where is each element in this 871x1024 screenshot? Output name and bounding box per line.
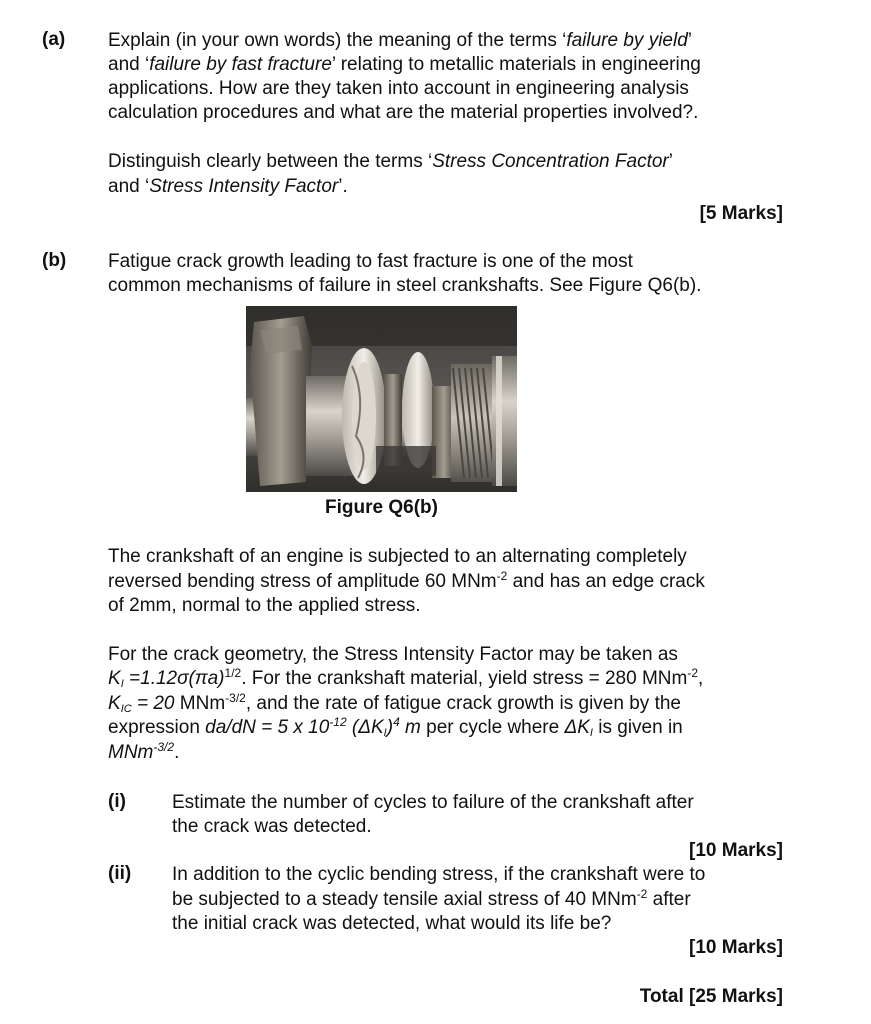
sub-i-line-2: the crack was detected.: [172, 816, 372, 837]
part-a-line-2: and ‘failure by fast fracture’ relating to metallic materials in engineering: [108, 54, 701, 75]
part-a-marks: [5 Marks]: [699, 203, 783, 224]
part-b-p1-line-2: reversed bending stress of amplitude 60 MNm$^{-2}$ and has an edge crack: [108, 569, 705, 592]
crankshaft-illustration: [246, 306, 517, 492]
figure-caption: Figure Q6(b): [325, 497, 438, 518]
part-b-p2-line-1: For the crack geometry, the Stress Intensity Factor may be taken as: [108, 644, 678, 665]
sub-i-line-1: Estimate the number of cycles to failure of the crankshaft after: [172, 792, 694, 813]
part-b-p2-line-4: expression da/dN = 5 x $10^{-12}$ $(\Delta K_I)^4$ m per cycle where $\Delta K_I$ is given in: [108, 715, 683, 739]
part-b-p2-line-3: $K_{IC} = 20$ MNm$^{-3/2}$, and the rate of fatigue crack growth is given by the: [108, 691, 681, 715]
total-marks: Total [25 Marks]: [639, 986, 783, 1007]
sub-ii-line-2: be subjected to a steady tensile axial stress of 40 MNm$^{-2}$ after: [172, 887, 691, 910]
part-a-label: (a): [42, 29, 66, 50]
sub-i-marks: [10 Marks]: [689, 840, 783, 861]
part-a-line-5: Distinguish clearly between the terms ‘Stress Concentration Factor’: [108, 151, 673, 172]
part-b-p2-line-2: $K_I =1.12\sigma(\pi a)^{1/2}$. For the crankshaft material, yield stress = 280 MNm$^{-2}$,: [108, 666, 704, 690]
part-a-line-6: and ‘Stress Intensity Factor’.: [108, 176, 348, 197]
part-a-line-1: Explain (in your own words) the meaning of the terms ‘failure by yield’: [108, 30, 693, 51]
sub-ii-marks: [10 Marks]: [689, 937, 783, 958]
part-b-p2-line-5: MNm$^{-3/2}$.: [108, 740, 180, 763]
part-b-intro-2: common mechanisms of failure in steel crankshafts. See Figure Q6(b).: [108, 275, 702, 296]
part-b-label: (b): [42, 250, 67, 271]
sub-ii-label: (ii): [108, 863, 132, 884]
sub-ii-line-1: In addition to the cyclic bending stress, if the crankshaft were to: [172, 864, 706, 885]
part-b-intro-1: Fatigue crack growth leading to fast fracture is one of the most: [108, 251, 633, 272]
part-a-line-3: applications. How are they taken into account in engineering analysis: [108, 78, 689, 99]
part-a-line-4: calculation procedures and what are the material properties involved?.: [108, 102, 699, 123]
sub-i-label: (i): [108, 791, 126, 812]
sub-ii-line-3: the initial crack was detected, what would its life be?: [172, 913, 612, 934]
part-b-p1-line-1: The crankshaft of an engine is subjected to an alternating completely: [108, 546, 687, 567]
part-b-p1-line-3: of 2mm, normal to the applied stress.: [108, 595, 421, 616]
crankshaft-photo: [246, 306, 517, 492]
